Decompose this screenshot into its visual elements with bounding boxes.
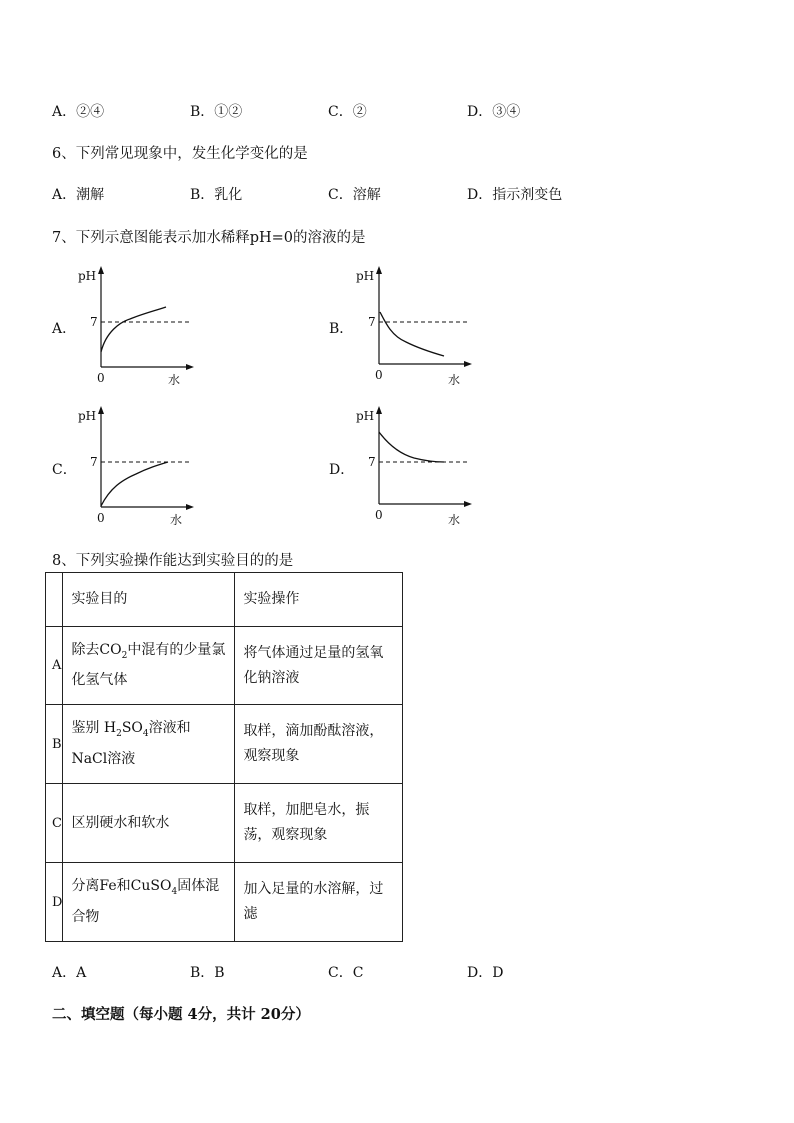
q8-row-c-purpose: 区别硬水和软水: [63, 784, 235, 863]
q7-graph-c-ref: 7: [90, 455, 98, 469]
q8-option-b: B．B: [190, 965, 225, 981]
table-row: [46, 705, 403, 784]
q8-row-a-key: A: [46, 627, 63, 705]
q8-header-purpose: 实验目的: [63, 573, 235, 627]
q8-row-d-operation: 加入足量的水溶解，过滤: [235, 863, 403, 942]
q8-row-b-operation: 取样，滴加酚酞溶液，观察现象: [235, 705, 403, 784]
q8-option-a: A．A: [52, 965, 87, 981]
q8-option-c: C．C: [328, 965, 364, 981]
q6-stem: 6、下列常见现象中，发生化学变化的是: [52, 146, 308, 162]
table-row: [46, 784, 403, 863]
q7-graph-b-ref: 7: [368, 315, 376, 329]
q7-graph-c-origin: 0: [97, 511, 105, 525]
q5-option-b: B．①②: [190, 104, 243, 120]
q8-row-a-purpose: 除去$CO_2$中混有的少量氯化氢气体: [63, 627, 235, 705]
q8-row-d-key: D: [46, 863, 63, 942]
q5-option-d: D．③④: [467, 104, 521, 120]
q7-graph-a: [70, 262, 200, 387]
q7-graph-d-label: D．: [329, 462, 355, 478]
q8-table: [45, 572, 403, 942]
q7-graph-d-ref: 7: [368, 455, 376, 469]
q7-graph-c-x-label: 水: [170, 513, 183, 527]
q7-graph-d-origin: 0: [375, 508, 383, 522]
q7-graph-b-label: B．: [329, 321, 354, 337]
q7-graph-b: [348, 262, 478, 387]
q8-row-b-purpose: 鉴别 $H_2SO_4$溶液和 NaCl溶液: [63, 705, 235, 784]
section-2-heading: 二、填空题（每小题 4分，共计 20分）: [52, 1006, 310, 1023]
q7-graph-d-x-label: 水: [448, 513, 461, 527]
q7-graph-d: [348, 402, 478, 527]
q7-graph-b-origin: 0: [375, 368, 383, 382]
q6-option-c: C．溶解: [328, 187, 381, 203]
q8-header-key: [46, 573, 63, 627]
q5-option-c: C．②: [328, 104, 367, 120]
q5-option-a: A．②④: [52, 104, 105, 120]
q8-row-b-key: B: [46, 705, 63, 784]
q7-graph-a-ref: 7: [90, 315, 98, 329]
q8-header-operation: 实验操作: [235, 573, 403, 627]
q7-graph-a-label: A．: [52, 321, 77, 337]
q6-option-d: D．指示剂变色: [467, 187, 563, 203]
q7-graph-a-origin: 0: [97, 371, 105, 385]
q7-graph-d-y-label: pH: [356, 409, 375, 423]
q7-graph-a-y-label: pH: [78, 269, 97, 283]
q7-graph-b-x-label: 水: [448, 373, 461, 387]
q8-option-d: D．D: [467, 965, 504, 981]
q8-stem: 8、下列实验操作能达到实验目的的是: [52, 553, 294, 569]
q8-row-a-operation: 将气体通过足量的氢氧化钠溶液: [235, 627, 403, 705]
q7-graph-c-label: C．: [52, 462, 77, 478]
table-row: [46, 627, 403, 705]
q6-option-b: B．乳化: [190, 187, 243, 203]
q7-graph-a-x-label: 水: [168, 373, 181, 387]
q6-option-a: A．潮解: [52, 187, 105, 203]
table-row: [46, 863, 403, 942]
q7-graph-c: [70, 402, 200, 527]
q7-graph-c-y-label: pH: [78, 409, 97, 423]
q8-row-c-operation: 取样，加肥皂水，振荡，观察现象: [235, 784, 403, 863]
q8-row-d-purpose: 分离Fe和CuSO$_4$固体混合物: [63, 863, 235, 942]
q8-table-header: [46, 573, 403, 627]
q7-graph-b-y-label: pH: [356, 269, 375, 283]
q7-stem: 7、下列示意图能表示加水稀释pH=0的溶液的是: [52, 230, 366, 246]
q8-row-c-key: C: [46, 784, 63, 863]
